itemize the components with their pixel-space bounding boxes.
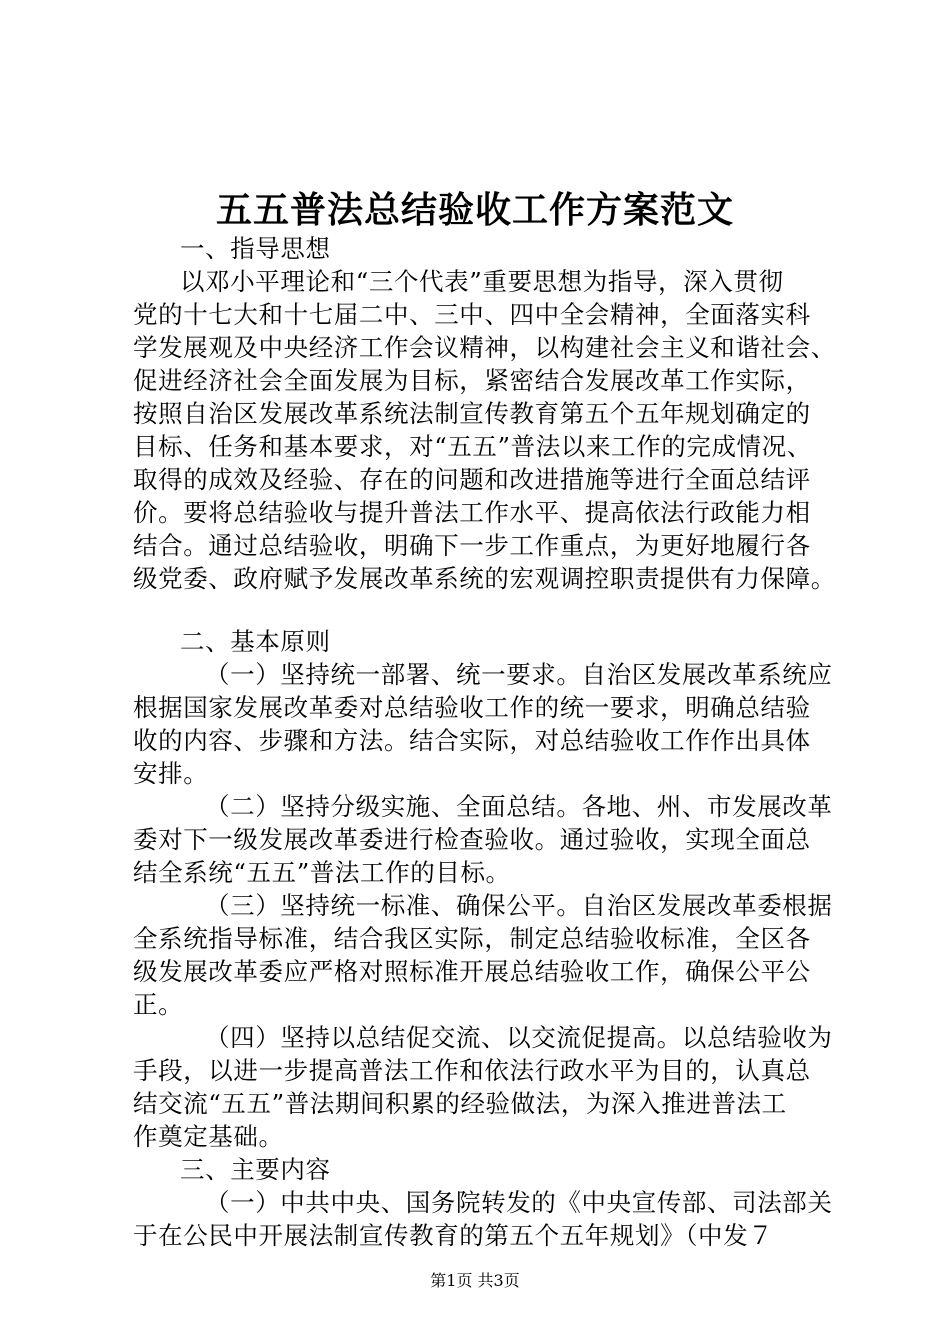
paragraph-line: 目标、任务和基本要求，对“五五”普法以来工作的完成情况、	[133, 432, 812, 461]
paragraph-line: 学发展观及中央经济工作会议精神，以构建社会主义和谐社会、	[133, 333, 836, 362]
document-title: 五五普法总结验收工作方案范文	[215, 189, 734, 231]
paragraph-line: 按照自治区发展改革系统法制宣传教育第五个五年规划确定的	[133, 399, 811, 428]
section-heading-2: 二、基本原则	[180, 627, 331, 656]
paragraph-line: （三）坚持统一标准、确保公平。自治区发展改革委根据	[205, 891, 833, 920]
paragraph-line: 根据国家发展改革委对总结验收工作的统一要求，明确总结验	[133, 693, 811, 722]
paragraph-line: （一）中共中央、国务院转发的《中央宣传部、司法部关	[205, 1188, 833, 1217]
paragraph-line: 级党委、政府赋予发展改革系统的宏观调控职责提供有力保障。	[133, 564, 836, 593]
paragraph-line: 党的十七大和十七届二中、三中、四中全会精神，全面落实科	[133, 300, 811, 329]
page-footer: 第1页 共3页	[430, 1271, 520, 1290]
paragraph-line: （四）坚持以总结促交流、以交流促提高。以总结验收为	[205, 1023, 833, 1052]
paragraph-line: 取得的成效及经验、存在的问题和改进措施等进行全面总结评	[133, 465, 811, 494]
paragraph-line: 收的内容、步骤和方法。结合实际，对总结验收工作作出具体	[133, 726, 811, 755]
section-heading-1: 一、指导思想	[180, 234, 331, 263]
paragraph-line: 结合。通过总结验收，明确下一步工作重点，为更好地履行各	[133, 531, 811, 560]
section-heading-3: 三、主要内容	[180, 1155, 331, 1184]
paragraph-line: 以邓小平理论和“三个代表”重要思想为指导，深入贯彻	[180, 267, 784, 296]
paragraph-line: 级发展改革委应严格对照标准开展总结验收工作，确保公平公	[133, 957, 811, 986]
paragraph-line: 正。	[133, 990, 184, 1019]
paragraph-line: 于在公民中开展法制宣传教育的第五个五年规划》（中发７	[133, 1221, 774, 1250]
paragraph-line: （一）坚持统一部署、统一要求。自治区发展改革系统应	[205, 660, 833, 689]
paragraph-line: 结交流“五五”普法期间积累的经验做法，为深入推进普法工	[133, 1089, 787, 1118]
paragraph-line: 作奠定基础。	[133, 1122, 284, 1151]
paragraph-line: 委对下一级发展改革委进行检查验收。通过验收，实现全面总	[133, 825, 811, 854]
paragraph-line: 全系统指导标准，结合我区实际，制定总结验收标准，全区各	[133, 924, 811, 953]
paragraph-line: 安排。	[133, 759, 209, 788]
paragraph-line: 价。要将总结验收与提升普法工作水平、提高依法行政能力相	[133, 498, 811, 527]
paragraph-line: 结全系统“五五”普法工作的目标。	[133, 858, 511, 887]
paragraph-line: 促进经济社会全面发展为目标，紧密结合发展改革工作实际，	[133, 366, 811, 395]
paragraph-line: 手段，以进一步提高普法工作和依法行政水平为目的，认真总	[133, 1056, 811, 1085]
paragraph-line: （二）坚持分级实施、全面总结。各地、州、市发展改革	[205, 792, 833, 821]
